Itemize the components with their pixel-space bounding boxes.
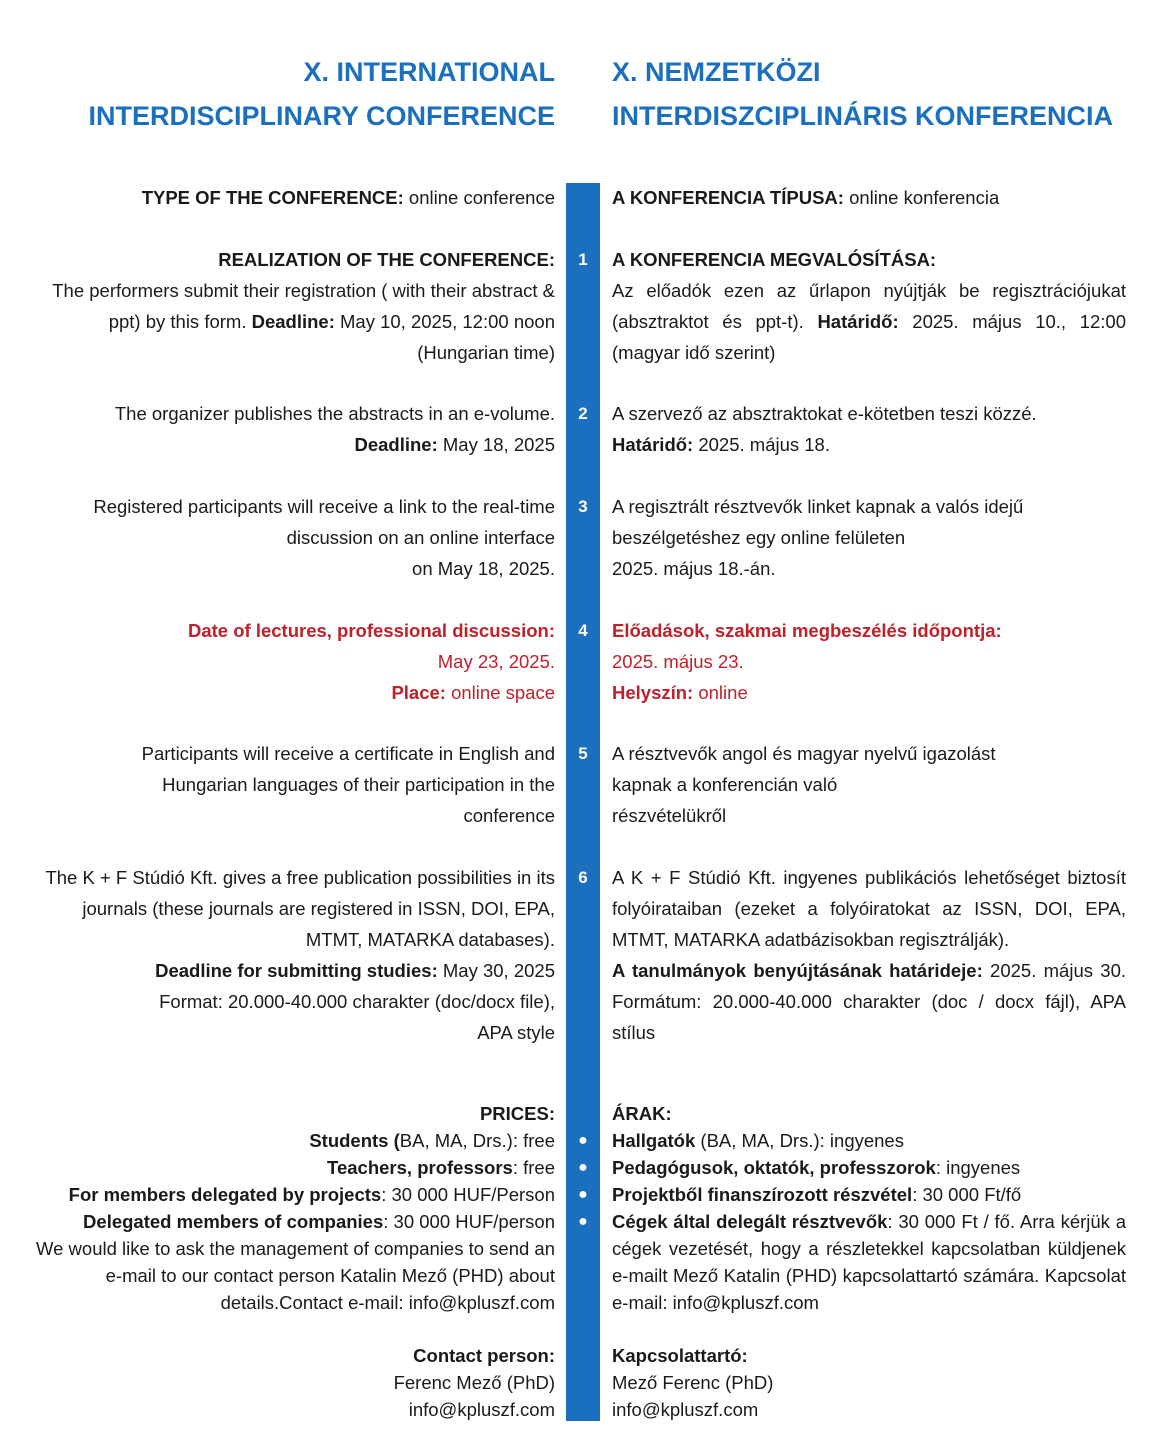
step6-en-deadline: May 30, 2025 [437,960,555,981]
step6-hu [612,862,1126,1048]
step4-hu [612,615,1126,708]
contact-en-email[interactable]: info@kpluszf.com [408,1399,555,1420]
step4-en-place: online space [445,682,555,703]
price-label: Cégek által delegált résztvevők [612,1211,888,1232]
price-label: Delegated members of companies [83,1211,384,1232]
step-number-1: 1 [578,250,588,269]
price-value: : 30 000 Ft/fő [912,1184,1022,1205]
step3-hu-line2: beszélgetéshez egy online felületen [612,527,906,548]
step4-en [25,615,555,708]
title-en-line1: X. INTERNATIONAL [303,57,555,87]
title-hu-line2: INTERDISZCIPLINÁRIS KONFERENCIA [612,101,1114,131]
prices-hu-title: ÁRAK: [612,1103,672,1124]
type-hu [612,182,1126,213]
step4-en-title: Date of lectures, professional discussion: [187,620,555,641]
contact-hu-name: Mező Ferenc (PhD) [612,1372,774,1393]
price-item [612,1154,1126,1181]
type-hu-label: A KONFERENCIA TÍPUSA: [612,187,844,208]
center-divider-bar [566,183,600,1421]
step-number-3: 3 [578,497,588,516]
step5-hu [612,738,1126,831]
deadline-label: Deadline: [251,311,335,332]
price-label: Hallgatók [612,1130,696,1151]
step1-hu-text: Az előadók ezen az űrlapon nyújtják be regisztrációjukat (absztraktot és ppt-t). [612,280,1126,332]
price-value: : free [512,1157,555,1178]
deadline-label: Deadline: [354,434,438,455]
step3-en-line1: Registered participants will receive a link to the real-time [93,496,555,517]
bullet-icon: ● [578,1186,588,1203]
type-en-label: TYPE OF THE CONFERENCE: [141,187,404,208]
step4-hu-title: Előadások, szakmai megbeszélés időpontja: [612,620,1002,641]
step5-en-line2: Hungarian languages of their participation in the [162,774,555,795]
price-value: : 30 000 Ft / fő. Arra kérjük a cégek vezetését, hogy a részletekkel kapcsolatban küldjenek e-mailt Mező Katalin (PHD) kapcsolattartó számára. Kapcsolat e-mail: info@kpluszf.com [612,1211,1126,1313]
step5-hu-line2: kapnak a konferencián való [612,774,838,795]
price-value: : ingyenes [935,1157,1021,1178]
price-label: Students ( [309,1130,400,1151]
step3-hu-line3: 2025. május 18.-án. [612,558,776,579]
step4-hu-date: 2025. május 23. [612,651,744,672]
step2-en-deadline: May 18, 2025 [437,434,555,455]
price-value: : 30 000 HUF/Person [381,1184,555,1205]
price-item [612,1181,1126,1208]
bullet-icon: ● [578,1132,588,1149]
step4-hu-place: online [693,682,748,703]
prices-en-note: We would like to ask the management of companies to send an e-mail to our contact person Katalin Mező (PHD) about details.Contact e-mail: info@kpluszf.com [36,1238,555,1313]
step1-en-text: The performers submit their registration ( with their abstract & ppt) by this form. [52,280,555,332]
prices-hu [612,1100,1126,1316]
contact-en-title: Contact person: [413,1345,555,1366]
title-hungarian [612,50,1113,138]
step3-hu [612,491,1126,584]
price-item [612,1127,1126,1154]
price-item [25,1208,555,1235]
price-label: Projektből finanszírozott részvétel [612,1184,913,1205]
step3-en-line2: discussion on an online interface [286,527,555,548]
step6-en-format: Format: 20.000-40.000 charakter (doc/docx file), [159,991,555,1012]
step4-en-date: May 23, 2025. [437,651,555,672]
price-label: Pedagógusok, oktatók, professzorok [612,1157,936,1178]
step2-en-text: The organizer publishes the abstracts in an e-volume. [114,403,555,424]
step2-hu [612,398,1126,460]
step5-hu-line3: részvételükről [612,805,727,826]
bullet-icon: ● [578,1159,588,1176]
step-number-5: 5 [578,744,588,763]
step2-hu-text: A szervező az absztraktokat e-kötetben teszi közzé. [612,403,1037,424]
step-number-2: 2 [578,404,588,423]
title-english [88,50,555,138]
price-item [25,1181,555,1208]
price-item [612,1211,1126,1313]
step1-hu [612,244,1126,368]
step1-en-title: REALIZATION OF THE CONFERENCE: [218,249,555,270]
contact-hu-title: Kapcsolattartó: [612,1345,748,1366]
type-en-value: online conference [403,187,555,208]
step5-en-line3: conference [463,805,555,826]
step3-en [25,491,555,584]
price-value: BA, MA, Drs.): free [399,1130,555,1151]
step1-hu-deadline: 2025. május 10., 12:00 (magyar idő szerint) [612,311,1126,363]
place-label: Place: [391,682,446,703]
prices-en-title: PRICES: [479,1103,555,1124]
step6-en-style: APA style [477,1022,555,1043]
step6-en-text: The K + F Stúdió Kft. gives a free publication possibilities in its journals (these journals are registered in ISSN, DOI, EPA, MTMT, MATARKA databases). [45,867,555,950]
step1-hu-title: A KONFERENCIA MEGVALÓSÍTÁSA: [612,249,937,270]
step5-en-line1: Participants will receive a certificate in English and [141,743,555,764]
contact-hu [612,1342,1126,1423]
type-hu-value: online konferencia [843,187,1000,208]
price-item [25,1154,555,1181]
title-en-line2: INTERDISCIPLINARY CONFERENCE [88,101,555,131]
step5-en [25,738,555,831]
price-value: (BA, MA, Drs.): ingyenes [695,1130,904,1151]
contact-en [25,1342,555,1423]
bullet-icon: ● [578,1213,588,1230]
price-label: For members delegated by projects [68,1184,382,1205]
title-hu-line1: X. NEMZETKÖZI [612,57,821,87]
step2-hu-deadline: 2025. május 18. [693,434,830,455]
step-number-4: 4 [578,621,588,640]
contact-hu-email[interactable]: info@kpluszf.com [612,1399,759,1420]
price-item [25,1127,555,1154]
deadline-label: A tanulmányok benyújtásának határideje: [612,960,983,981]
deadline-label: Határidő: [612,434,694,455]
place-label: Helyszín: [612,682,694,703]
step1-en-deadline: May 10, 2025, 12:00 noon (Hungarian time) [334,311,555,363]
deadline-label: Határidő: [817,311,899,332]
step1-en [25,244,555,368]
step2-en [25,398,555,460]
step3-hu-line1: A regisztrált résztvevők linket kapnak a valós idejű [612,496,1024,517]
deadline-label: Deadline for submitting studies: [155,960,438,981]
step6-hu-text: A K + F Stúdió Kft. ingyenes publikációs lehetőséget biztosít folyóirataiban (ezeket a folyóiratokat az ISSN, DOI, EPA, MTMT, MATARKA adatbázisokban regisztrálják). [612,867,1126,950]
step6-hu-deadline: 2025. május 30. Formátum: 20.000-40.000 charakter (doc / docx fájl), APA stílus [612,960,1126,1043]
contact-en-name: Ferenc Mező (PhD) [393,1372,555,1393]
prices-en [25,1100,555,1316]
step3-en-line3: on May 18, 2025. [412,558,555,579]
type-en [25,182,555,213]
price-value: : 30 000 HUF/person [383,1211,555,1232]
step-number-6: 6 [578,868,588,887]
price-label: Teachers, professors [327,1157,513,1178]
step5-hu-line1: A résztvevők angol és magyar nyelvű igazolást [612,743,996,764]
step6-en [25,862,555,1048]
